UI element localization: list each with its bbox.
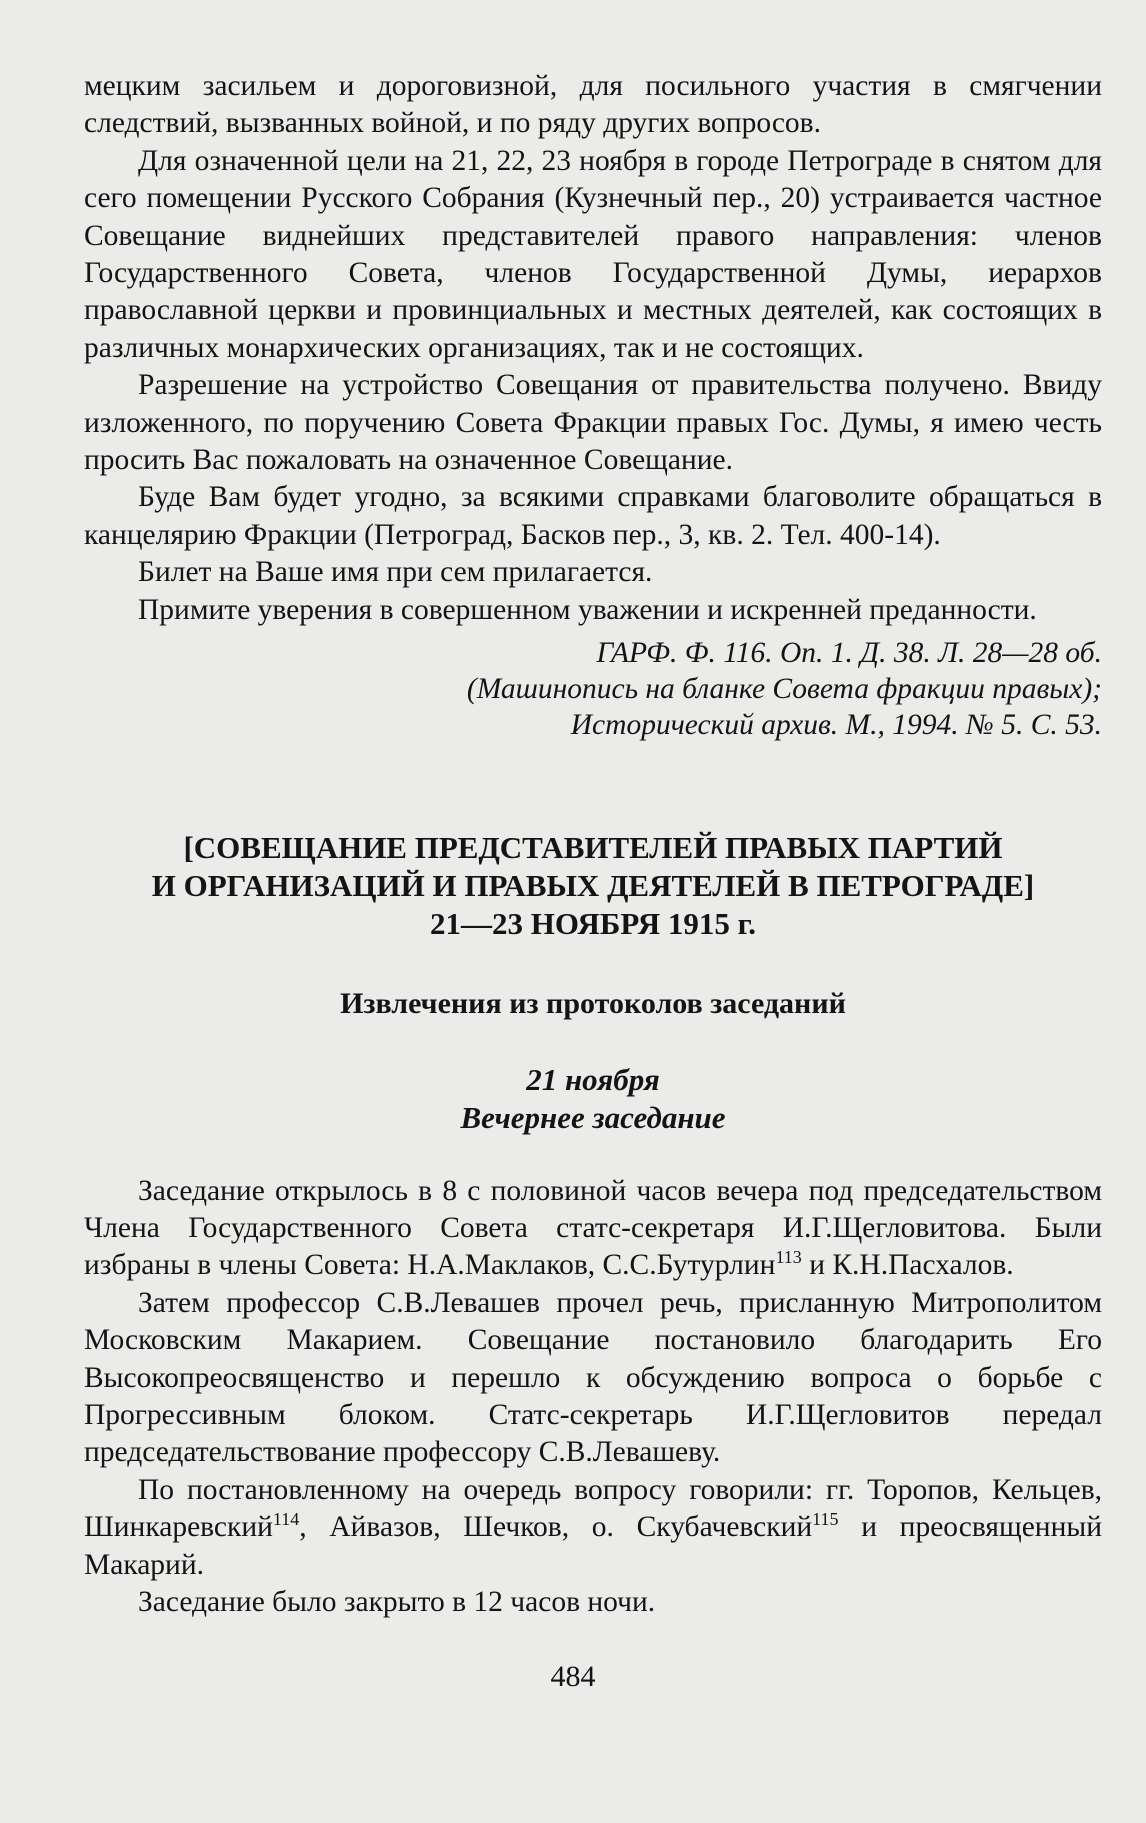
session-paragraph-4: Заседание было закрыто в 12 часов ночи. [138, 1585, 656, 1618]
source-line-2: (Машинопись на бланке Совета фракции правых); [466, 673, 1102, 706]
source-line-3: Исторический архив. М., 1994. № 5. С. 53. [570, 709, 1102, 742]
paragraph-4: Буде Вам будет угодно, за всякими справками благоволите обращаться в канцелярию Фракции (Петроград, Басков пер., 3, кв. 2. Тел. 400-14). [84, 481, 1102, 551]
session-paragraph-1-text-b: и К.Н.Пасхалов. [801, 1249, 1014, 1282]
session-date-block [84, 1061, 1102, 1137]
paragraph-6: Примите уверения в совершенном уважении и искренней преданности. [138, 593, 1037, 626]
heading-line-1: [СОВЕЩАНИЕ ПРЕДСТАВИТЕЛЕЙ ПРАВЫХ ПАРТИЙ [183, 830, 1003, 866]
page-number: 484 [550, 1660, 596, 1693]
session-paragraph-3-text-a: По постановленному на очередь вопросу говорили: гг. Торопов, Кельцев, Шинкаревский [84, 1473, 1102, 1544]
session-paragraph-3-text-b: , Айвазов, Шечков, о. Скубачевский [299, 1511, 813, 1544]
section-heading [84, 829, 1102, 943]
session-text [84, 1173, 1102, 1622]
footnote-ref-115[interactable]: 115 [812, 1509, 839, 1530]
paragraph-5: Билет на Ваше имя при сем прилагается. [138, 556, 653, 589]
footnote-ref-114[interactable]: 114 [272, 1509, 300, 1530]
heading-line-3: 21—23 НОЯБРЯ 1915 г. [430, 906, 756, 942]
session-paragraph-1-text-a: Заседание открылось в 8 с половиной часов вечера под председательством Члена Государственного Совета статс-секретаря И.Г.Щегловитова. Были избраны в члены Совета: Н.А.Маклаков, С.С.Бутурлин [84, 1174, 1102, 1282]
session-day: 21 ноября [526, 1061, 660, 1097]
session-paragraph-3 [84, 1472, 1102, 1584]
heading-line-2: И ОРГАНИЗАЦИЙ И ПРАВЫХ ДЕЯТЕЛЕЙ В ПЕТРОГРАДЕ] [151, 868, 1035, 904]
source-line-1: ГАРФ. Ф. 116. Оп. 1. Д. 38. Л. 28—28 об. [596, 637, 1102, 670]
paragraph-2: Для означенной цели на 21, 22, 23 ноября в городе Петрограде в снятом для сего помещении Русского Собрания (Кузнечный пер., 20) устраивается частное Совещание виднейших представителей правого направления: членов Государственного Совета, членов Государственной Думы, иерархов православной церкви и провинциальных и местных деятелей, как состоящих в различных монархических организациях, так и не состоящих. [84, 144, 1102, 364]
session-paragraph-2: Затем профессор С.В.Левашев прочел речь, присланную Митрополитом Московским Макарием. Совещание постановило благодарить Его Высокопреосвященство и перешло к обсуждению вопроса о борьбе с Прогрессивным блоком. Статс-секретарь И.Г.Щегловитов передал председательствование профессору С.В.Левашеву. [84, 1286, 1102, 1469]
subheading: Извлечения из протоколов заседаний [340, 987, 846, 1021]
session-paragraph-3-text-c: и преосвященный Макарий. [84, 1511, 1102, 1581]
source-citation [84, 635, 1102, 743]
session-paragraph-1 [84, 1173, 1102, 1285]
footnote-ref-113[interactable]: 113 [775, 1247, 802, 1268]
paragraph-3: Разрешение на устройство Совещания от правительства получено. Ввиду изложенного, по поручению Совета Фракции правых Гос. Думы, я имею честь просить Вас пожаловать на означенное Совещание. [84, 369, 1102, 477]
document-page [84, 68, 1102, 1621]
session-title: Вечернее заседание [460, 1099, 726, 1135]
paragraph-1: мецким засильем и дороговизной, для посильного участия в смягчении следствий, вызванных войной, и по ряду других вопросов. [84, 70, 1102, 140]
